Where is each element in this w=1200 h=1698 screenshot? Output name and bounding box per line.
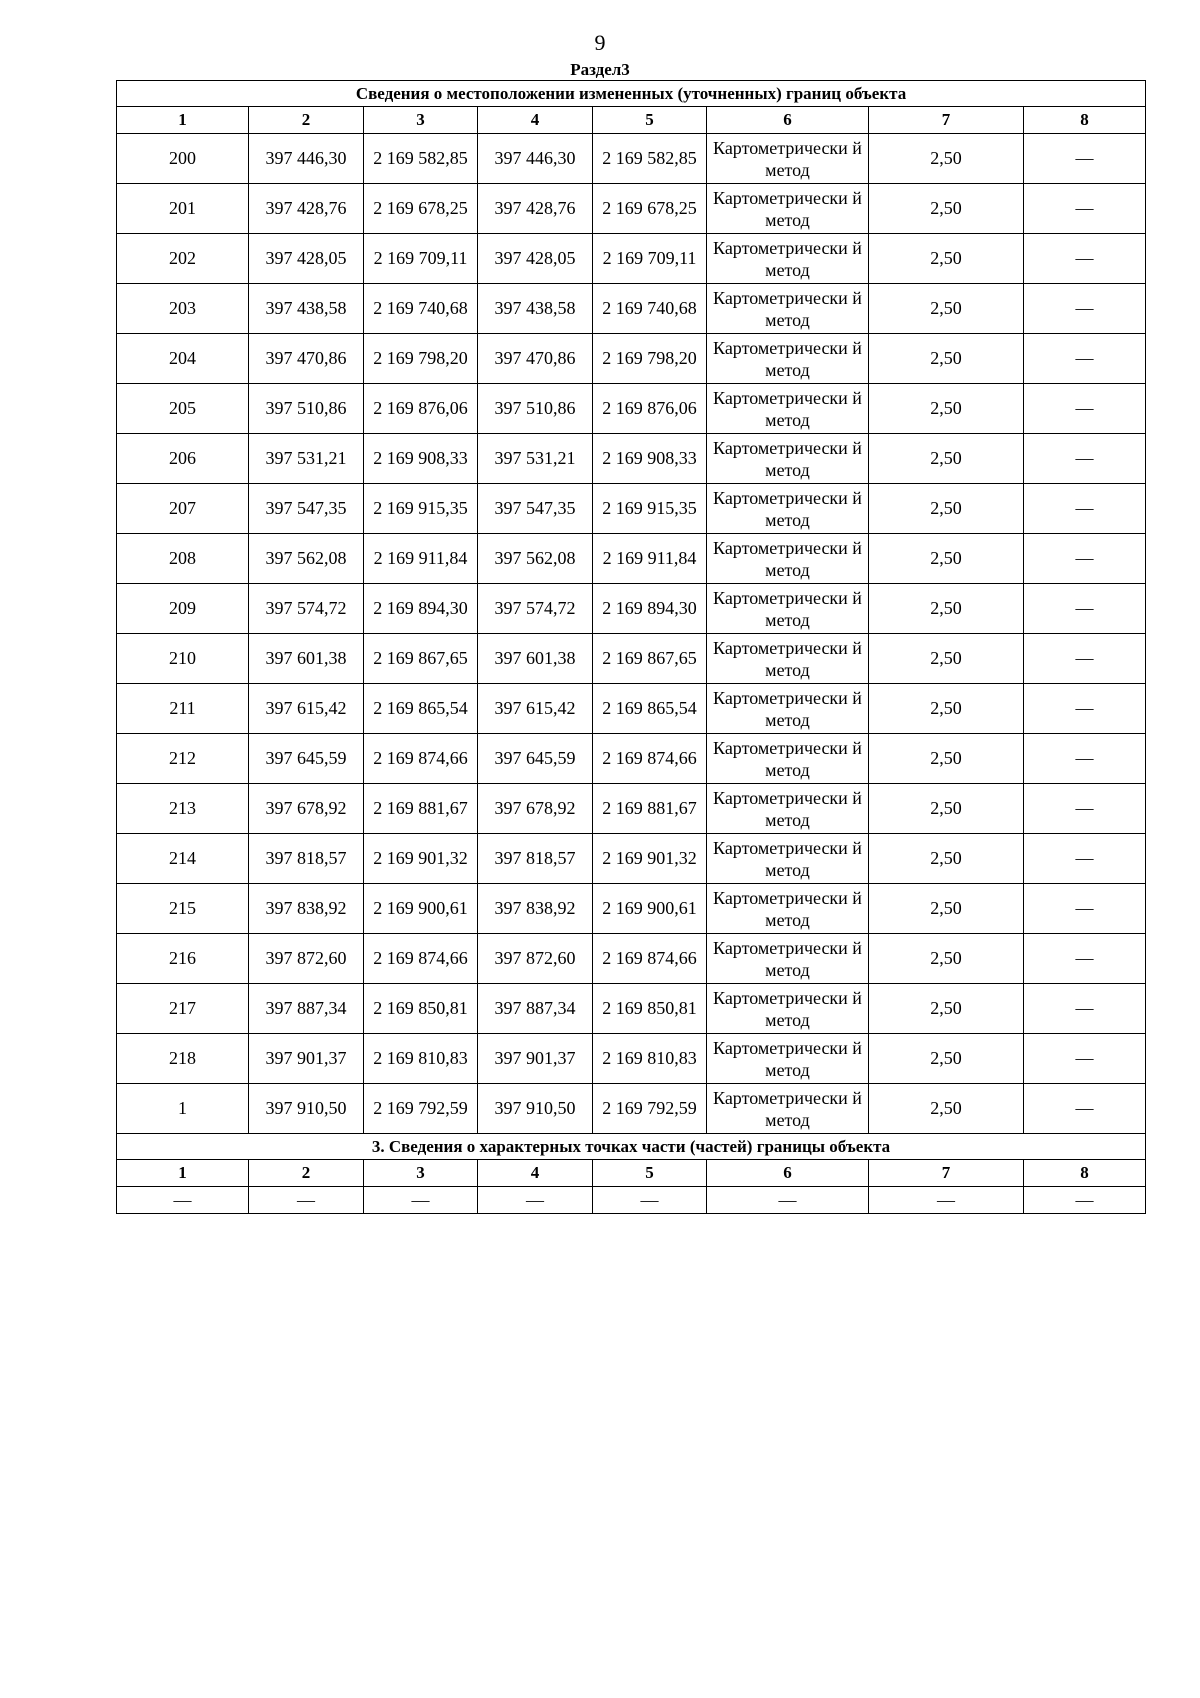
cell-col-1: 1 [117, 1084, 249, 1134]
table-row [117, 934, 1146, 984]
cell-col-8: — [1024, 1034, 1146, 1084]
cell-col-4: 397 547,35 [478, 484, 593, 534]
section3-cell-4: — [478, 1187, 593, 1214]
table-row [117, 184, 1146, 234]
cell-col-5: 2 169 901,32 [593, 834, 707, 884]
cell-col-3: 2 169 901,32 [364, 834, 478, 884]
cell-col-2: 397 678,92 [249, 784, 364, 834]
cell-col-6: Картометрически й метод [707, 184, 869, 234]
page-number: 9 [594, 30, 606, 55]
table-caption-row [117, 81, 1146, 107]
cell-col-1: 200 [117, 134, 249, 184]
cell-col-2: 397 615,42 [249, 684, 364, 734]
section3-header-6: 6 [707, 1160, 869, 1187]
table-row [117, 134, 1146, 184]
cell-col-2: 397 547,35 [249, 484, 364, 534]
cell-col-7: 2,50 [869, 434, 1024, 484]
cell-col-2: 397 562,08 [249, 534, 364, 584]
section3-cell-6: — [707, 1187, 869, 1214]
cell-col-5: 2 169 867,65 [593, 634, 707, 684]
cell-col-6: Картометрически й метод [707, 234, 869, 284]
cell-col-5: 2 169 900,61 [593, 884, 707, 934]
cell-col-6: Картометрически й метод [707, 834, 869, 884]
column-header-6: 6 [707, 107, 869, 134]
cell-col-4: 397 645,59 [478, 734, 593, 784]
cell-col-5: 2 169 874,66 [593, 934, 707, 984]
column-header-5: 5 [593, 107, 707, 134]
cell-col-6: Картометрически й метод [707, 934, 869, 984]
section3-cell-1: — [117, 1187, 249, 1214]
cell-col-8: — [1024, 934, 1146, 984]
table-row [117, 484, 1146, 534]
cell-col-8: — [1024, 884, 1146, 934]
cell-col-8: — [1024, 834, 1146, 884]
cell-col-8: — [1024, 234, 1146, 284]
cell-col-2: 397 446,30 [249, 134, 364, 184]
cell-col-6: Картометрически й метод [707, 384, 869, 434]
cell-col-7: 2,50 [869, 184, 1024, 234]
cell-col-6: Картометрически й метод [707, 984, 869, 1034]
cell-col-2: 397 601,38 [249, 634, 364, 684]
cell-col-3: 2 169 798,20 [364, 334, 478, 384]
cell-col-2: 397 531,21 [249, 434, 364, 484]
column-header-2: 2 [249, 107, 364, 134]
cell-col-5: 2 169 810,83 [593, 1034, 707, 1084]
cell-col-6: Картометрически й метод [707, 1034, 869, 1084]
cell-col-3: 2 169 792,59 [364, 1084, 478, 1134]
cell-col-2: 397 470,86 [249, 334, 364, 384]
coordinates-table [116, 80, 1146, 1214]
cell-col-7: 2,50 [869, 1034, 1024, 1084]
cell-col-3: 2 169 865,54 [364, 684, 478, 734]
cell-col-5: 2 169 792,59 [593, 1084, 707, 1134]
section3-cell-5: — [593, 1187, 707, 1214]
table-row [117, 534, 1146, 584]
table-row [117, 434, 1146, 484]
cell-col-1: 206 [117, 434, 249, 484]
cell-col-6: Картометрически й метод [707, 734, 869, 784]
cell-col-7: 2,50 [869, 634, 1024, 684]
cell-col-1: 215 [117, 884, 249, 934]
section3-cell-2: — [249, 1187, 364, 1214]
cell-col-6: Картометрически й метод [707, 434, 869, 484]
cell-col-1: 205 [117, 384, 249, 434]
cell-col-7: 2,50 [869, 284, 1024, 334]
cell-col-4: 397 428,05 [478, 234, 593, 284]
cell-col-1: 218 [117, 1034, 249, 1084]
table-row [117, 684, 1146, 734]
cell-col-1: 217 [117, 984, 249, 1034]
cell-col-1: 204 [117, 334, 249, 384]
cell-col-3: 2 169 709,11 [364, 234, 478, 284]
cell-col-3: 2 169 908,33 [364, 434, 478, 484]
column-header-row [117, 107, 1146, 134]
cell-col-6: Картометрически й метод [707, 134, 869, 184]
cell-col-2: 397 818,57 [249, 834, 364, 884]
cell-col-3: 2 169 850,81 [364, 984, 478, 1034]
cell-col-7: 2,50 [869, 884, 1024, 934]
cell-col-3: 2 169 900,61 [364, 884, 478, 934]
cell-col-5: 2 169 798,20 [593, 334, 707, 384]
column-header-7: 7 [869, 107, 1024, 134]
cell-col-1: 209 [117, 584, 249, 634]
cell-col-6: Картометрически й метод [707, 634, 869, 684]
section3-caption: 3. Сведения о характерных точках части (частей) границы объекта [117, 1134, 1146, 1160]
column-header-8: 8 [1024, 107, 1146, 134]
cell-col-1: 214 [117, 834, 249, 884]
cell-col-8: — [1024, 584, 1146, 634]
cell-col-3: 2 169 876,06 [364, 384, 478, 434]
cell-col-5: 2 169 908,33 [593, 434, 707, 484]
table-row [117, 734, 1146, 784]
cell-col-6: Картометрически й метод [707, 484, 869, 534]
cell-col-2: 397 887,34 [249, 984, 364, 1034]
cell-col-5: 2 169 881,67 [593, 784, 707, 834]
cell-col-4: 397 510,86 [478, 384, 593, 434]
cell-col-7: 2,50 [869, 734, 1024, 784]
cell-col-3: 2 169 881,67 [364, 784, 478, 834]
cell-col-7: 2,50 [869, 584, 1024, 634]
cell-col-2: 397 428,05 [249, 234, 364, 284]
section3-header-row [117, 1160, 1146, 1187]
table-row [117, 284, 1146, 334]
cell-col-3: 2 169 911,84 [364, 534, 478, 584]
cell-col-1: 212 [117, 734, 249, 784]
cell-col-8: — [1024, 1084, 1146, 1134]
cell-col-1: 202 [117, 234, 249, 284]
cell-col-4: 397 562,08 [478, 534, 593, 584]
cell-col-5: 2 169 911,84 [593, 534, 707, 584]
cell-col-8: — [1024, 784, 1146, 834]
section3-header-2: 2 [249, 1160, 364, 1187]
cell-col-6: Картометрически й метод [707, 534, 869, 584]
cell-col-1: 208 [117, 534, 249, 584]
cell-col-5: 2 169 709,11 [593, 234, 707, 284]
cell-col-5: 2 169 865,54 [593, 684, 707, 734]
cell-col-1: 216 [117, 934, 249, 984]
cell-col-6: Картометрически й метод [707, 784, 869, 834]
section3-header-3: 3 [364, 1160, 478, 1187]
section-title: Раздел3 [570, 60, 630, 79]
section3-cell-8: — [1024, 1187, 1146, 1214]
cell-col-6: Картометрически й метод [707, 334, 869, 384]
table-row [117, 384, 1146, 434]
cell-col-1: 201 [117, 184, 249, 234]
cell-col-1: 213 [117, 784, 249, 834]
table-row [117, 1084, 1146, 1134]
cell-col-4: 397 872,60 [478, 934, 593, 984]
cell-col-7: 2,50 [869, 134, 1024, 184]
cell-col-7: 2,50 [869, 834, 1024, 884]
table-row [117, 884, 1146, 934]
cell-col-3: 2 169 894,30 [364, 584, 478, 634]
cell-col-3: 2 169 810,83 [364, 1034, 478, 1084]
cell-col-1: 207 [117, 484, 249, 534]
cell-col-5: 2 169 850,81 [593, 984, 707, 1034]
cell-col-6: Картометрически й метод [707, 684, 869, 734]
cell-col-8: — [1024, 484, 1146, 534]
column-header-4: 4 [478, 107, 593, 134]
cell-col-6: Картометрически й метод [707, 284, 869, 334]
section3-cell-7: — [869, 1187, 1024, 1214]
cell-col-4: 397 531,21 [478, 434, 593, 484]
cell-col-8: — [1024, 434, 1146, 484]
cell-col-2: 397 872,60 [249, 934, 364, 984]
cell-col-1: 211 [117, 684, 249, 734]
cell-col-4: 397 678,92 [478, 784, 593, 834]
column-header-3: 3 [364, 107, 478, 134]
cell-col-5: 2 169 874,66 [593, 734, 707, 784]
cell-col-7: 2,50 [869, 784, 1024, 834]
cell-col-7: 2,50 [869, 334, 1024, 384]
cell-col-3: 2 169 678,25 [364, 184, 478, 234]
cell-col-2: 397 510,86 [249, 384, 364, 434]
cell-col-7: 2,50 [869, 984, 1024, 1034]
cell-col-4: 397 887,34 [478, 984, 593, 1034]
table-body [117, 81, 1146, 1214]
cell-col-7: 2,50 [869, 234, 1024, 284]
cell-col-4: 397 574,72 [478, 584, 593, 634]
cell-col-5: 2 169 740,68 [593, 284, 707, 334]
cell-col-6: Картометрически й метод [707, 884, 869, 934]
cell-col-7: 2,50 [869, 484, 1024, 534]
section3-header-8: 8 [1024, 1160, 1146, 1187]
cell-col-2: 397 901,37 [249, 1034, 364, 1084]
cell-col-8: — [1024, 384, 1146, 434]
cell-col-5: 2 169 894,30 [593, 584, 707, 634]
section3-header-5: 5 [593, 1160, 707, 1187]
cell-col-4: 397 910,50 [478, 1084, 593, 1134]
cell-col-8: — [1024, 734, 1146, 784]
section3-cell-3: — [364, 1187, 478, 1214]
cell-col-8: — [1024, 984, 1146, 1034]
cell-col-3: 2 169 874,66 [364, 734, 478, 784]
section3-header-7: 7 [869, 1160, 1024, 1187]
table-row [117, 984, 1146, 1034]
cell-col-5: 2 169 582,85 [593, 134, 707, 184]
table-row [117, 234, 1146, 284]
cell-col-2: 397 645,59 [249, 734, 364, 784]
table-row [117, 1034, 1146, 1084]
cell-col-5: 2 169 915,35 [593, 484, 707, 534]
cell-col-4: 397 470,86 [478, 334, 593, 384]
cell-col-5: 2 169 678,25 [593, 184, 707, 234]
cell-col-8: — [1024, 534, 1146, 584]
table-caption: Сведения о местоположении измененных (уточненных) границ объекта [117, 81, 1146, 107]
section3-header-4: 4 [478, 1160, 593, 1187]
cell-col-8: — [1024, 684, 1146, 734]
cell-col-8: — [1024, 334, 1146, 384]
cell-col-4: 397 615,42 [478, 684, 593, 734]
cell-col-2: 397 574,72 [249, 584, 364, 634]
cell-col-2: 397 428,76 [249, 184, 364, 234]
cell-col-7: 2,50 [869, 1084, 1024, 1134]
cell-col-4: 397 446,30 [478, 134, 593, 184]
cell-col-7: 2,50 [869, 534, 1024, 584]
cell-col-8: — [1024, 134, 1146, 184]
section3-header-1: 1 [117, 1160, 249, 1187]
cell-col-8: — [1024, 184, 1146, 234]
cell-col-8: — [1024, 634, 1146, 684]
cell-col-4: 397 838,92 [478, 884, 593, 934]
cell-col-3: 2 169 582,85 [364, 134, 478, 184]
cell-col-2: 397 438,58 [249, 284, 364, 334]
cell-col-1: 203 [117, 284, 249, 334]
cell-col-1: 210 [117, 634, 249, 684]
cell-col-4: 397 901,37 [478, 1034, 593, 1084]
cell-col-3: 2 169 740,68 [364, 284, 478, 334]
cell-col-3: 2 169 867,65 [364, 634, 478, 684]
table-row [117, 584, 1146, 634]
cell-col-4: 397 438,58 [478, 284, 593, 334]
cell-col-8: — [1024, 284, 1146, 334]
column-header-1: 1 [117, 107, 249, 134]
cell-col-6: Картометрически й метод [707, 1084, 869, 1134]
table-row [117, 634, 1146, 684]
section3-empty-row [117, 1187, 1146, 1214]
cell-col-7: 2,50 [869, 384, 1024, 434]
cell-col-7: 2,50 [869, 934, 1024, 984]
cell-col-3: 2 169 915,35 [364, 484, 478, 534]
table-row [117, 834, 1146, 884]
section3-caption-row [117, 1134, 1146, 1160]
table-row [117, 334, 1146, 384]
cell-col-5: 2 169 876,06 [593, 384, 707, 434]
table-row [117, 784, 1146, 834]
cell-col-6: Картометрически й метод [707, 584, 869, 634]
cell-col-3: 2 169 874,66 [364, 934, 478, 984]
cell-col-2: 397 910,50 [249, 1084, 364, 1134]
cell-col-2: 397 838,92 [249, 884, 364, 934]
cell-col-7: 2,50 [869, 684, 1024, 734]
cell-col-4: 397 818,57 [478, 834, 593, 884]
cell-col-4: 397 428,76 [478, 184, 593, 234]
cell-col-4: 397 601,38 [478, 634, 593, 684]
